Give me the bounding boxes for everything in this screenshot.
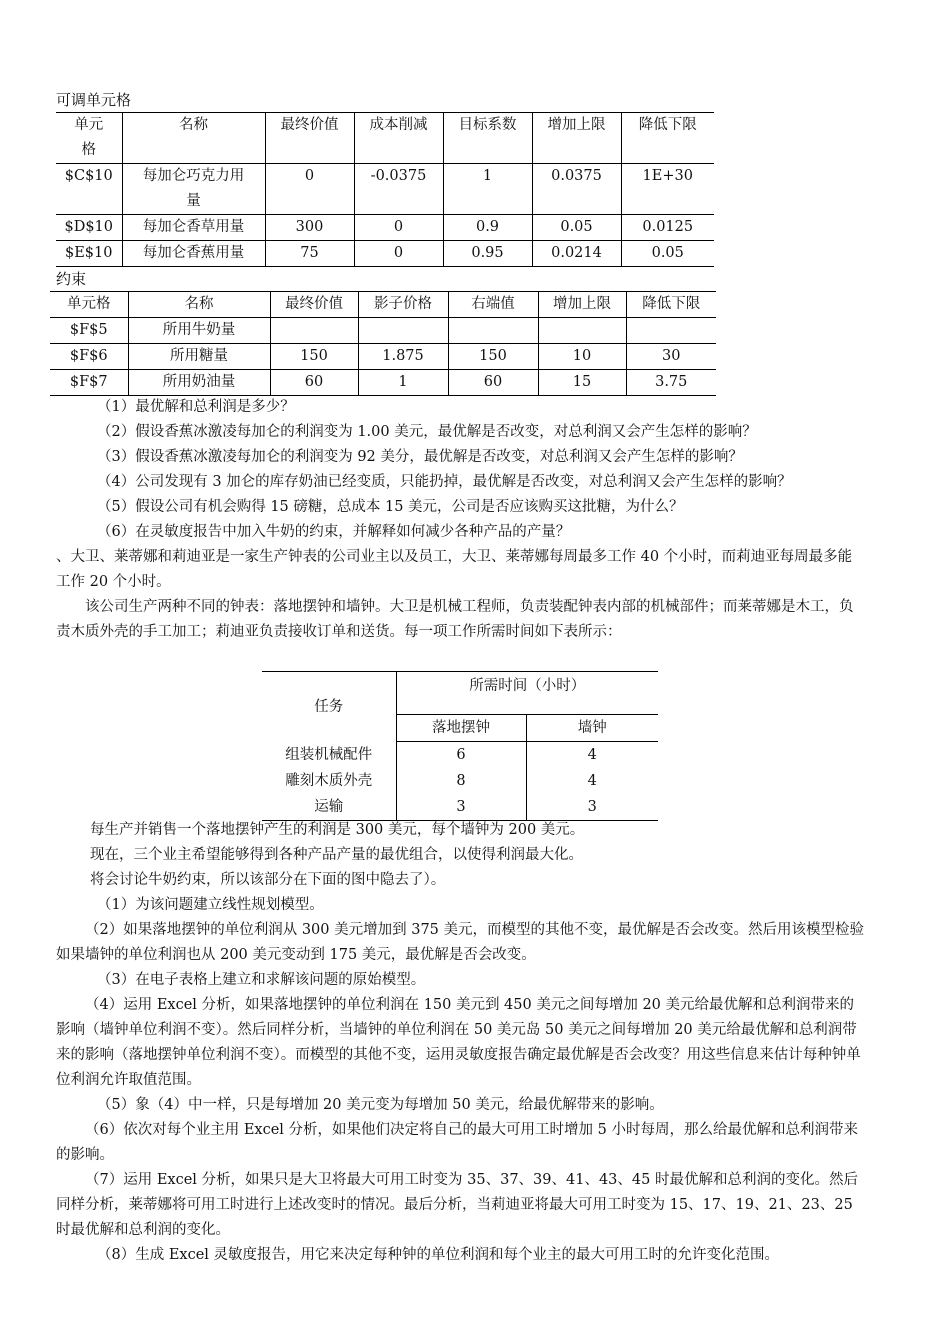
header-cell: 单元格 (50, 292, 128, 318)
constraints-caption: 约束 (56, 270, 87, 288)
cell: 0.05 (621, 241, 714, 267)
table-row (56, 241, 714, 267)
cell: 1.875 (358, 344, 448, 370)
cell: 每加仑香草用量 (122, 215, 265, 241)
cell (448, 318, 538, 344)
cell: 150 (448, 344, 538, 370)
cell: 30 (626, 344, 716, 370)
task-header: 任务 (314, 698, 344, 715)
clock-question-4: （4）运用 Excel 分析，如果落地摆钟的单位利润在 150 美元到 450 美元之间每增加 20 美元给最优解和总利润带来的影响（墙钟单位利润不变）。然后同样分析，当墙钟的单位利润在 50 美元岛 50 美元之间每增加 20 美元给最优解和总利润带来的影响（落地摆钟单位利润不变）。而模型的其他不变，运用灵敏度报告确定最优解是否会改变？用这些信息来估计每种钟单位利润允许取值范围。 (56, 997, 861, 1088)
cell: 0 (265, 164, 354, 215)
header-cell: 单元格 (56, 113, 122, 164)
cell: 0 (354, 241, 443, 267)
cell: -0.0375 (354, 164, 443, 215)
table-row (262, 794, 658, 821)
table-header-row (56, 113, 714, 164)
cell: 每加仑巧克力用量 (122, 164, 265, 215)
cell: 4 (526, 768, 658, 794)
time-header: 所需时间（小时） (396, 672, 658, 715)
cell: $C$10 (56, 164, 122, 215)
table-row (56, 164, 714, 215)
table-row (50, 318, 716, 344)
cell (538, 318, 626, 344)
clock-question-1: （1）为该问题建立线性规划模型。 (97, 897, 324, 913)
intro-paragraph-1: 、大卫、莱蒂娜和莉迪亚是一家生产钟表的公司业主以及员工，大卫、莱蒂娜每周最多工作 40 个小时，而莉迪亚每周最多能工作 20 个小时。 (56, 549, 853, 590)
cell: $F$5 (50, 318, 128, 344)
cell: 0.9 (443, 215, 532, 241)
cell: 60 (270, 370, 358, 396)
cell: 1 (443, 164, 532, 215)
header-cell: 名称 (122, 113, 265, 164)
table-header-row (262, 672, 658, 715)
header-cell: 降低下限 (621, 113, 714, 164)
goal-sentence: 现在，三个业主希望能够得到各种产品产量的最优组合，以使得利润最大化。 (90, 847, 583, 863)
header-cell: 影子价格 (358, 292, 448, 318)
task-name: 运输 (314, 799, 344, 815)
cell (270, 318, 358, 344)
cell: 0.0214 (532, 241, 621, 267)
milk-note-sentence: 将会讨论牛奶约束，所以该部分在下面的图中隐去了）。 (90, 872, 446, 888)
cell (626, 318, 716, 344)
cell: 4 (526, 742, 658, 769)
table-row (56, 215, 714, 241)
cell: 10 (538, 344, 626, 370)
header-cell: 成本削减 (354, 113, 443, 164)
cell: 所用牛奶量 (128, 318, 270, 344)
intro-paragraph-2: 该公司生产两种不同的钟表：落地摆钟和墙钟。大卫是机械工程师，负责装配钟表内部的机械部件；而莱蒂娜是木工，负责木质外壳的手工加工；莉迪亚负责接收订单和送货。每一项工作所需时间如下表所示： (56, 599, 854, 640)
cell: 1 (358, 370, 448, 396)
question-1: （1）最优解和总利润是多少？ (97, 399, 295, 415)
cell: 所用糖量 (128, 344, 270, 370)
cell: 75 (265, 241, 354, 267)
table-row (262, 742, 658, 769)
cell: 15 (538, 370, 626, 396)
cell: $E$10 (56, 241, 122, 267)
header-cell: 最终价值 (265, 113, 354, 164)
header-cell: 右端值 (448, 292, 538, 318)
floor-clock-header: 落地摆钟 (396, 715, 526, 742)
cell: 150 (270, 344, 358, 370)
table-row (50, 370, 716, 396)
cell: 3 (396, 794, 526, 821)
header-cell: 最终价值 (270, 292, 358, 318)
cell: $F$7 (50, 370, 128, 396)
header-cell: 增加上限 (538, 292, 626, 318)
cell: 8 (396, 768, 526, 794)
clock-question-6: （6）依次对每个业主用 Excel 分析，如果他们决定将自己的最大可用工时增加 5 小时每周，那么给最优解和总利润带来的影响。 (56, 1122, 858, 1163)
cell: 3 (526, 794, 658, 821)
table-row (50, 344, 716, 370)
header-cell: 目标系数 (443, 113, 532, 164)
cell: $F$6 (50, 344, 128, 370)
header-cell: 增加上限 (532, 113, 621, 164)
cell: 0.05 (532, 215, 621, 241)
question-2: （2）假设香蕉冰激凌每加仑的利润变为 1.00 美元，最优解是否改变，对总利润又会产生怎样的影响？ (97, 424, 757, 440)
cell: 0.95 (443, 241, 532, 267)
constraints-table (50, 291, 716, 396)
table-row (262, 768, 658, 794)
header-cell: 名称 (128, 292, 270, 318)
cell: $D$10 (56, 215, 122, 241)
header-cell: 降低下限 (626, 292, 716, 318)
question-4: （4）公司发现有 3 加仑的库存奶油已经变质，只能扔掉，最优解是否改变，对总利润又会产生怎样的影响？ (97, 474, 792, 490)
clock-question-5: （5）象（4）中一样，只是每增加 20 美元变为每增加 50 美元，给最优解带来的影响。 (97, 1097, 664, 1113)
cell: 60 (448, 370, 538, 396)
cell: 所用奶油量 (128, 370, 270, 396)
cell: 0 (354, 215, 443, 241)
question-5: （5）假设公司有机会购得 15 磅糖，总成本 15 美元，公司是否应该购买这批糖，为什么？ (97, 499, 684, 515)
cell (358, 318, 448, 344)
clock-question-3: （3）在电子表格上建立和求解该问题的原始模型。 (97, 972, 426, 988)
cell: 1E+30 (621, 164, 714, 215)
task-name: 组装机械配件 (285, 746, 373, 763)
cell: 3.75 (626, 370, 716, 396)
question-3: （3）假设香蕉冰激凌每加仑的利润变为 92 美分，最优解是否改变，对总利润又会产生怎样的影响？ (97, 449, 743, 465)
cell: 300 (265, 215, 354, 241)
clock-question-7: （7）运用 Excel 分析，如果只是大卫将最大可用工时变为 35、37、39、41、43、45 时最优解和总利润的变化。然后同样分析，莱蒂娜将可用工时进行上述改变时的情况。最后分析，当莉迪亚将最大可用工时变为 15、17、19、21、23、25 时最优解和总利润的变化。 (56, 1172, 858, 1238)
question-6: （6）在灵敏度报告中加入牛奶的约束，并解释如何减少各种产品的产量？ (97, 524, 571, 540)
clock-task-table (262, 671, 658, 821)
wall-clock-header: 墙钟 (526, 715, 658, 742)
clock-question-8: （8）生成 Excel 灵敏度报告，用它来决定每种钟的单位利润和每个业主的最大可用工时的允许变化范围。 (97, 1247, 780, 1263)
cell: 每加仑香蕉用量 (122, 241, 265, 267)
profit-sentence: 每生产并销售一个落地摆钟产生的利润是 300 美元，每个墙钟为 200 美元。 (90, 822, 585, 838)
adjustable-cells-caption: 可调单元格 (56, 91, 132, 109)
cell: 0.0375 (532, 164, 621, 215)
adjustable-cells-table (56, 112, 714, 267)
cell: 0.0125 (621, 215, 714, 241)
cell: 6 (396, 742, 526, 769)
task-name: 雕刻木质外壳 (285, 773, 373, 789)
clock-question-2: （2）如果落地摆钟的单位利润从 300 美元增加到 375 美元，而模型的其他不变，最优解是否会改变。然后用该模型检验如果墙钟的单位利润也从 200 美元变动到 175 美元，最优解是否会改变。 (56, 922, 865, 963)
table-header-row (50, 292, 716, 318)
